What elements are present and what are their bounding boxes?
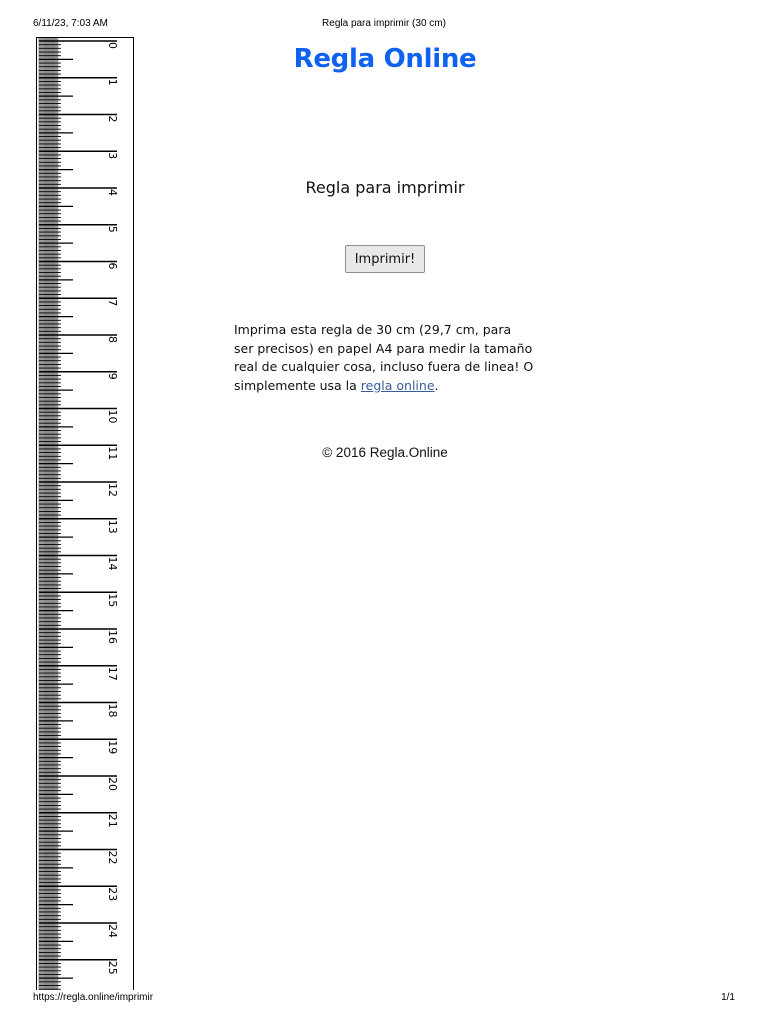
print-page-count: 1/1 <box>721 992 735 1003</box>
ruler-cm-label: 22 <box>106 850 119 865</box>
ruler-cm-label: 24 <box>106 924 119 938</box>
description-end: . <box>434 377 439 393</box>
ruler-cm-label: 6 <box>106 262 119 270</box>
print-page-title: Regla para imprimir (30 cm) <box>322 18 446 29</box>
ruler-cm-label: 11 <box>106 446 119 461</box>
print-button[interactable]: Imprimir! <box>345 245 425 273</box>
site-title: Regla Online <box>293 44 477 74</box>
copyright-text: © 2016 Regla.Online <box>322 445 448 460</box>
ruler-graphic <box>37 38 133 990</box>
ruler-cm-label: 3 <box>106 152 119 160</box>
ruler-cm-label: 8 <box>106 336 119 343</box>
ruler-cm-label: 14 <box>106 556 119 571</box>
ruler-cm-label: 10 <box>106 409 119 424</box>
printable-ruler <box>36 37 134 990</box>
ruler-cm-label: 18 <box>106 703 119 718</box>
ruler-cm-label: 21 <box>106 813 119 828</box>
ruler-cm-label: 20 <box>106 777 119 791</box>
print-footer <box>33 992 735 1006</box>
ruler-cm-label: 13 <box>106 519 119 534</box>
ruler-cm-label: 5 <box>106 225 119 233</box>
ruler-cm-label: 12 <box>106 483 119 497</box>
description-paragraph <box>234 321 534 395</box>
ruler-cm-label: 2 <box>106 115 119 123</box>
ruler-cm-label: 15 <box>106 593 119 608</box>
ruler-cm-label: 7 <box>106 299 119 307</box>
ruler-cm-label: 23 <box>106 887 119 902</box>
ruler-cm-label: 0 <box>106 42 119 49</box>
ruler-cm-label: 1 <box>106 78 119 86</box>
ruler-cm-label: 17 <box>106 666 119 681</box>
ruler-cm-label: 25 <box>106 960 119 975</box>
regla-online-link[interactable]: regla online <box>360 377 435 393</box>
page-subtitle: Regla para imprimir <box>305 178 465 197</box>
description-text: Imprima esta regla de 30 cm (29,7 cm, para ser precisos) en papel A4 para medir la tamaño real de cualquier cosa, incluso fuera de linea! O simplemente usa la <box>234 322 534 393</box>
ruler-cm-label: 9 <box>106 372 119 380</box>
ruler-cm-label: 4 <box>106 189 119 196</box>
ruler-cm-label: 16 <box>106 630 119 644</box>
print-url: https://regla.online/imprimir <box>33 992 154 1003</box>
print-datetime: 6/11/23, 7:03 AM <box>33 18 108 29</box>
ruler-cm-label: 19 <box>106 740 119 755</box>
main-content <box>150 0 620 1024</box>
